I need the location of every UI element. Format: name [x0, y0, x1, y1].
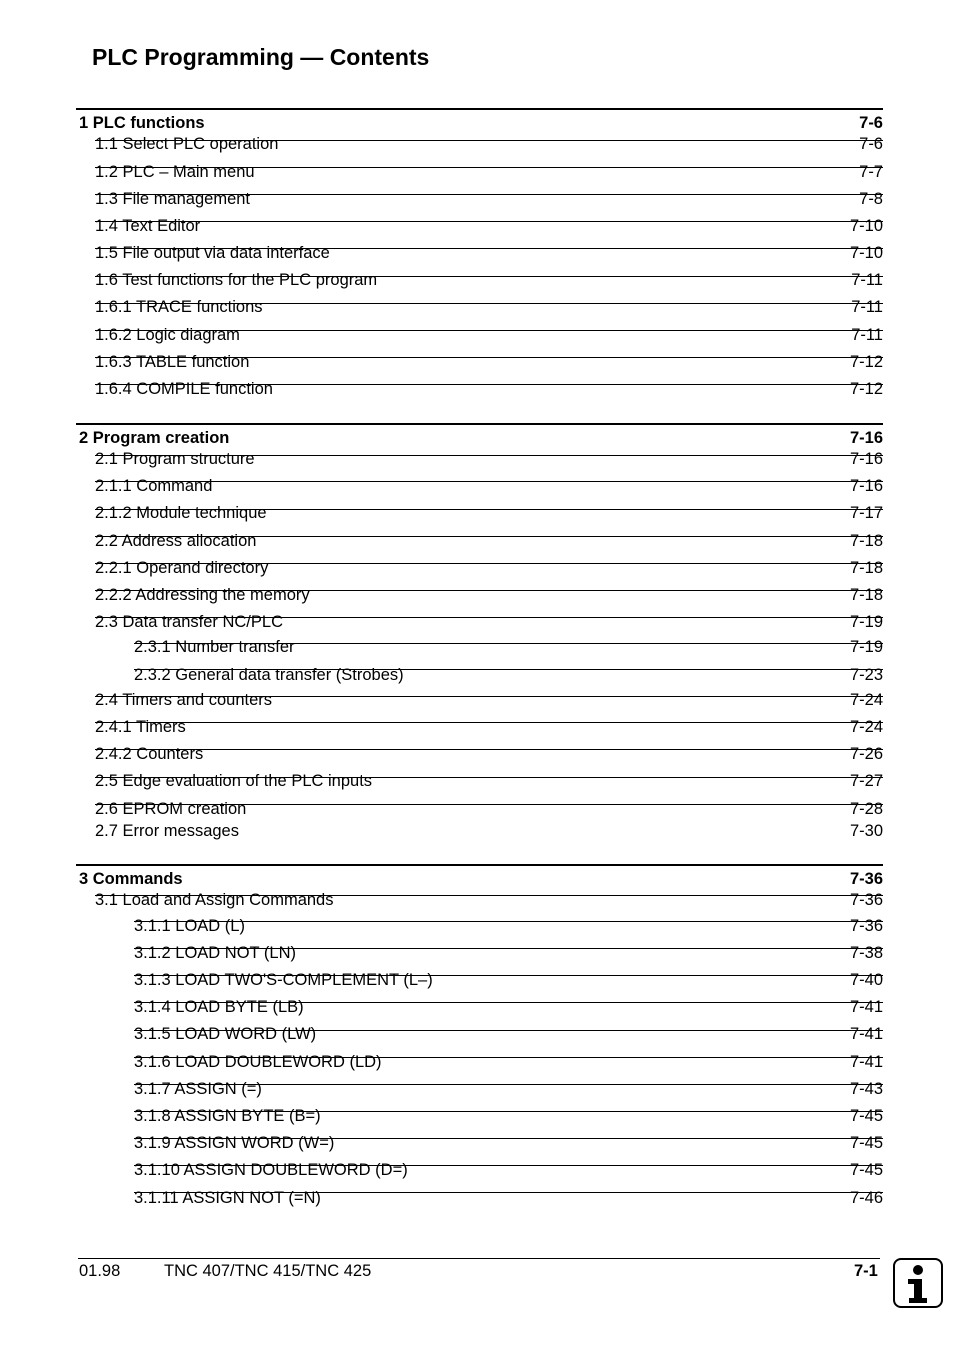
toc-entry-page: 7-36	[849, 917, 883, 935]
section-heading-page: 7-36	[849, 870, 883, 888]
toc-entry-page: 7-26	[849, 745, 883, 763]
toc-entry-label: 2.3 Data transfer NC/PLC	[95, 613, 283, 631]
toc-entry-page: 7-24	[849, 691, 883, 709]
toc-entry-page: 7-10	[849, 244, 883, 262]
footer-date: 01.98	[79, 1262, 121, 1280]
toc-entry-page: 7-16	[849, 477, 883, 495]
toc-entry-page: 7-45	[849, 1161, 883, 1179]
toc-entry-page: 7-30	[849, 822, 883, 840]
toc-entry-label: 2.3.1 Number transfer	[134, 638, 295, 656]
section-heading-page: 7-6	[859, 114, 883, 132]
toc-entry-page: 7-16	[849, 450, 883, 468]
toc-entry-label: 1.3 File management	[95, 190, 251, 208]
toc-entry-label: 2.1.2 Module technique	[95, 504, 267, 522]
section-heading-page: 7-16	[849, 429, 883, 447]
entry-divider	[95, 722, 883, 723]
toc-entry-page: 7-45	[849, 1107, 883, 1125]
toc-entry-label: 3.1.2 LOAD NOT (LN)	[134, 944, 296, 962]
toc-entry-label: 1.1 Select PLC operation	[95, 135, 279, 153]
toc-entry-page: 7-11	[851, 271, 883, 289]
section-heading	[76, 423, 883, 447]
toc-entry-label: 1.2 PLC – Main menu	[95, 163, 255, 181]
footer-page-number: 7-1	[854, 1262, 878, 1280]
toc-entry-label: 3.1.3 LOAD TWO'S-COMPLEMENT (L–)	[134, 971, 433, 989]
toc-entry-page: 7-10	[849, 217, 883, 235]
toc-entry-label: 2.4.1 Timers	[95, 718, 186, 736]
toc-entry-label: 3.1.8 ASSIGN BYTE (B=)	[134, 1107, 321, 1125]
toc-entry-page: 7-28	[849, 800, 883, 818]
toc-entry-page: 7-7	[859, 163, 883, 181]
toc-entry-page: 7-19	[849, 638, 883, 656]
toc-entry-page: 7-27	[849, 772, 883, 790]
toc-entry-label: 1.6 Test functions for the PLC program	[95, 271, 378, 289]
toc-entry-label: 3.1.9 ASSIGN WORD (W=)	[134, 1134, 335, 1152]
toc-entry-page: 7-45	[849, 1134, 883, 1152]
toc-entry-page: 7-24	[849, 718, 883, 736]
toc-entry-label: 1.6.2 Logic diagram	[95, 326, 240, 344]
toc-entry-label: 2.1.1 Command	[95, 477, 213, 495]
toc-entry-page: 7-11	[851, 326, 883, 344]
toc-entry-page: 7-19	[849, 613, 883, 631]
toc-entry-label: 1.5 File output via data interface	[95, 244, 330, 262]
toc-entry-label: 3.1.7 ASSIGN (=)	[134, 1080, 262, 1098]
toc-entry-label: 1.6.4 COMPILE function	[95, 380, 273, 398]
toc-entry-page: 7-41	[849, 1025, 883, 1043]
entry-divider	[95, 749, 883, 750]
toc-entry-page: 7-6	[859, 135, 883, 153]
toc-entry-label: 2.2 Address allocation	[95, 532, 257, 550]
toc-entry-page: 7-36	[849, 891, 883, 909]
entry-divider	[134, 921, 883, 922]
toc-entry-label: 3.1.6 LOAD DOUBLEWORD (LD)	[134, 1053, 382, 1071]
page-title: PLC Programming — Contents	[92, 44, 430, 70]
toc-entry-label: 1.6.3 TABLE function	[95, 353, 250, 371]
toc-entry-page: 7-18	[849, 532, 883, 550]
toc-entry-page: 7-46	[849, 1189, 883, 1207]
section-heading-label: 1 PLC functions	[79, 114, 205, 132]
toc-entry-label: 3.1.4 LOAD BYTE (LB)	[134, 998, 304, 1016]
entry-divider	[95, 221, 883, 222]
toc-entry-label: 2.6 EPROM creation	[95, 800, 247, 818]
toc-entry-label: 1.4 Text Editor	[95, 217, 201, 235]
toc-entry-label: 3.1.1 LOAD (L)	[134, 917, 245, 935]
toc-entry-page: 7-8	[859, 190, 883, 208]
toc-entry-label: 3.1.5 LOAD WORD (LW)	[134, 1025, 317, 1043]
toc-entry-page: 7-41	[849, 998, 883, 1016]
toc-entry-page: 7-38	[849, 944, 883, 962]
toc-entry-label: 2.7 Error messages	[95, 822, 239, 840]
section-heading-label: 2 Program creation	[79, 429, 230, 447]
info-icon	[893, 1258, 943, 1308]
toc-entry-page: 7-17	[849, 504, 883, 522]
toc-entry-page: 7-18	[849, 586, 883, 604]
toc-entry-label: 1.6.1 TRACE functions	[95, 298, 263, 316]
toc-entry-label: 2.5 Edge evaluation of the PLC inputs	[95, 772, 373, 790]
toc-entry-page: 7-12	[849, 380, 883, 398]
footer-divider	[78, 1258, 880, 1259]
section-heading	[76, 864, 883, 888]
toc-entry-page: 7-43	[849, 1080, 883, 1098]
toc-entry-label: 2.4 Timers and counters	[95, 691, 273, 709]
toc-entry-label: 2.3.2 General data transfer (Strobes)	[134, 666, 404, 684]
toc-entry-page: 7-12	[849, 353, 883, 371]
toc-entry-label: 2.1 Program structure	[95, 450, 255, 468]
toc-entry-page: 7-18	[849, 559, 883, 577]
entry-divider	[95, 481, 883, 482]
toc-entry-page: 7-41	[849, 1053, 883, 1071]
toc-entry-label: 2.2.1 Operand directory	[95, 559, 269, 577]
toc-entry-page: 7-11	[851, 298, 883, 316]
toc-entry-label: 2.2.2 Addressing the memory	[95, 586, 310, 604]
section-heading	[76, 108, 883, 132]
toc-entry-label: 3.1.10 ASSIGN DOUBLEWORD (D=)	[134, 1161, 408, 1179]
section-heading-label: 3 Commands	[79, 870, 183, 888]
footer-product: TNC 407/TNC 415/TNC 425	[164, 1262, 372, 1280]
toc-entry-page: 7-40	[849, 971, 883, 989]
toc-entry-label: 2.4.2 Counters	[95, 745, 204, 763]
toc-entry-page: 7-23	[849, 666, 883, 684]
toc-entry-label: 3.1.11 ASSIGN NOT (=N)	[134, 1189, 321, 1207]
toc-entry-label: 3.1 Load and Assign Commands	[95, 891, 334, 909]
